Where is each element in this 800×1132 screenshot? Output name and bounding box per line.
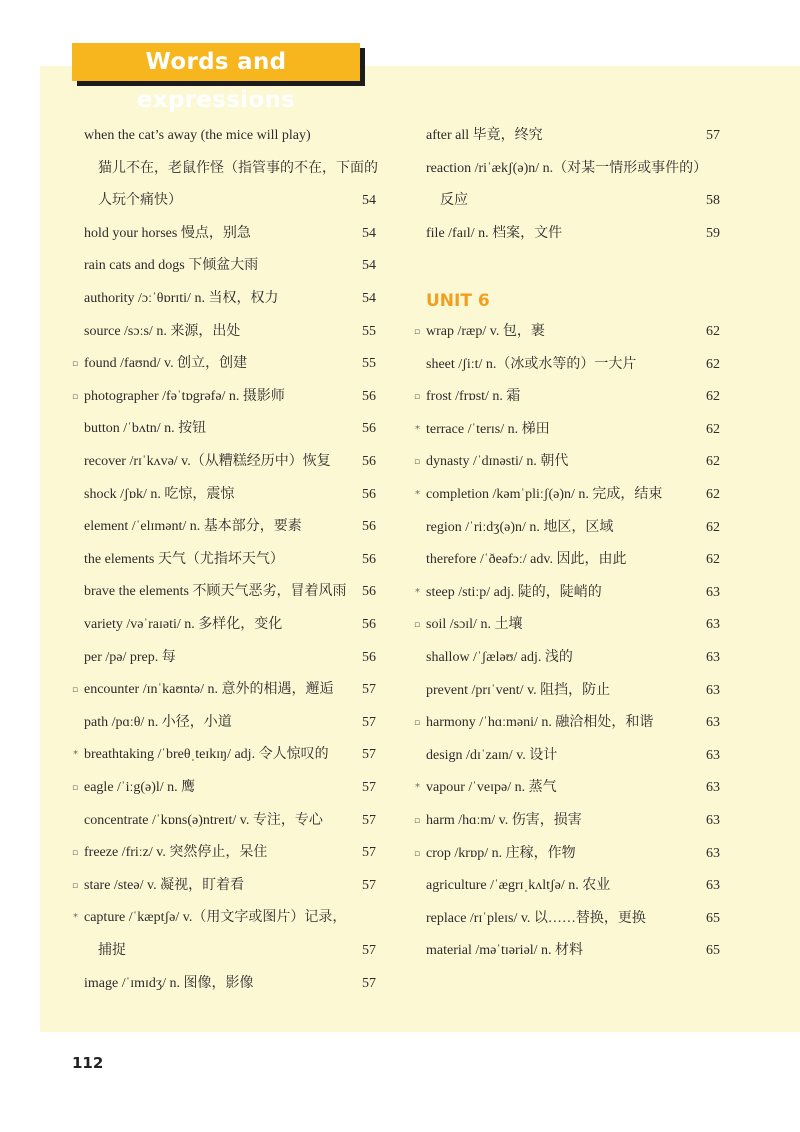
entry-page: 62 xyxy=(706,552,720,568)
entry-text: 捕捉 xyxy=(98,943,126,958)
square-marker-icon: ▫ xyxy=(72,880,79,891)
entry-page: 57 xyxy=(362,747,376,763)
word-entry xyxy=(84,809,376,833)
entry-page: 54 xyxy=(362,258,376,274)
entry-page: 62 xyxy=(706,519,720,535)
entry-text: stare /steə/ v. 凝视，盯着看 xyxy=(84,877,245,893)
entry-page: 57 xyxy=(362,877,376,893)
entry-page: 57 xyxy=(362,812,376,828)
word-entry xyxy=(426,939,720,963)
entry-text: terrace /ˈterɪs/ n. 梯田 xyxy=(426,421,550,437)
entry-page: 55 xyxy=(362,323,376,339)
entry-page: 63 xyxy=(706,780,720,796)
entry-page: 63 xyxy=(706,813,720,828)
square-marker-icon: ▫ xyxy=(414,816,421,826)
word-entry xyxy=(84,417,376,441)
entry-text: image /ˈɪmɪdʒ/ n. 图像，影像 xyxy=(84,975,254,991)
star-marker-icon: * xyxy=(415,423,420,435)
word-entry xyxy=(84,483,376,507)
entry-page: 65 xyxy=(706,943,720,959)
word-entry xyxy=(84,222,376,246)
word-entry xyxy=(426,222,720,246)
entry-text: soil /sɔɪl/ n. 土壤 xyxy=(426,617,523,633)
word-entry xyxy=(72,678,376,702)
word-entry xyxy=(426,157,720,181)
star-marker-icon: * xyxy=(73,749,78,761)
square-marker-icon: ▫ xyxy=(414,620,421,631)
entry-page: 62 xyxy=(706,421,720,437)
word-entry xyxy=(72,385,376,409)
entry-text: source /sɔːs/ n. 来源，出处 xyxy=(84,323,241,339)
entry-text: recover /rɪˈkʌvə/ v.（从糟糕经历中）恢复 xyxy=(84,454,331,469)
entry-text: concentrate /ˈkɒns(ə)ntreɪt/ v. 专注，专心 xyxy=(84,812,323,828)
entry-text: per /pə/ prep. 每 xyxy=(84,649,176,665)
entry-text: hold your horses 慢点，别急 xyxy=(84,225,251,241)
word-entry xyxy=(414,613,720,637)
entry-page: 57 xyxy=(706,128,720,143)
word-entry xyxy=(414,450,720,474)
entry-text: brave the elements 不顾天气恶劣，冒着风雨 xyxy=(84,584,347,600)
square-marker-icon: ▫ xyxy=(72,848,79,859)
word-entry xyxy=(84,515,376,539)
entry-text: wrap /ræp/ v. 包，裹 xyxy=(426,324,545,339)
entry-page: 63 xyxy=(706,747,720,763)
word-entry xyxy=(84,450,376,474)
square-marker-icon: ▫ xyxy=(414,327,421,337)
entry-page: 54 xyxy=(362,193,376,209)
entry-page: 57 xyxy=(362,943,376,958)
entry-text: shock /ʃɒk/ n. 吃惊，震惊 xyxy=(84,486,235,502)
entry-page: 56 xyxy=(362,388,376,404)
square-marker-icon: ▫ xyxy=(414,457,421,468)
entry-text: design /dɪˈzaɪn/ v. 设计 xyxy=(426,747,558,763)
word-entry xyxy=(415,581,720,605)
entry-text: steep /stiːp/ adj. 陡的，陡峭的 xyxy=(426,584,602,600)
entry-page: 55 xyxy=(362,356,376,372)
word-entry xyxy=(84,580,376,604)
page-number: 112 xyxy=(72,1054,104,1072)
entry-text: dynasty /ˈdɪnəsti/ n. 朝代 xyxy=(426,454,569,470)
word-entry xyxy=(84,613,376,637)
entry-text: capture /ˈkæptʃə/ v.（用文字或图片）记录， xyxy=(84,910,347,926)
star-marker-icon: * xyxy=(415,586,420,598)
entry-text: the elements 天气（尤指坏天气） xyxy=(84,551,284,567)
entry-text: harmony /ˈhɑːməni/ n. 融洽相处，和谐 xyxy=(426,715,654,731)
entry-page: 57 xyxy=(362,845,376,861)
entry-page: 62 xyxy=(706,389,720,405)
entry-text: completion /kəmˈpliːʃ(ə)n/ n. 完成，结束 xyxy=(426,487,663,502)
word-entry xyxy=(415,418,720,442)
entry-text: eagle /ˈiːg(ə)l/ n. 鹰 xyxy=(84,780,196,795)
star-marker-icon: * xyxy=(415,782,420,794)
entry-text: prevent /prɪˈvent/ v. 阻挡，防止 xyxy=(426,682,611,698)
entry-page: 63 xyxy=(706,845,720,861)
word-entry xyxy=(84,972,376,996)
word-entry xyxy=(414,809,720,833)
entry-page: 56 xyxy=(362,649,376,665)
entry-text: breathtaking /ˈbreθˌteɪkɪŋ/ adj. 令人惊叹的 xyxy=(84,747,329,763)
word-entry xyxy=(72,874,376,898)
entry-text: photographer /fəˈtɒgrəfə/ n. 摄影师 xyxy=(84,388,285,404)
entry-page: 56 xyxy=(362,519,376,535)
square-marker-icon: ▫ xyxy=(72,359,79,370)
entry-page: 56 xyxy=(362,454,376,469)
entry-page: 57 xyxy=(362,975,376,991)
entry-page: 54 xyxy=(362,291,376,306)
word-entry xyxy=(426,353,720,377)
word-entry xyxy=(414,711,720,735)
unit-heading: UNIT 6 xyxy=(426,291,490,311)
entry-page: 65 xyxy=(706,910,720,926)
section-title: Words and expressions xyxy=(72,43,360,81)
entry-text: path /pɑːθ/ n. 小径，小道 xyxy=(84,714,232,730)
entry-page: 62 xyxy=(706,324,720,339)
entry-text: variety /vəˈraɪəti/ n. 多样化，变化 xyxy=(84,617,283,632)
entry-page: 56 xyxy=(362,584,376,600)
word-entry xyxy=(84,711,376,735)
entry-page: 58 xyxy=(706,193,720,209)
word-entry xyxy=(72,352,376,376)
word-entry xyxy=(426,874,720,898)
word-entry xyxy=(426,646,720,670)
word-entry xyxy=(426,548,720,572)
entry-text: sheet /ʃiːt/ n.（冰或水等的）一大片 xyxy=(426,356,637,372)
word-entry xyxy=(84,254,376,278)
entry-text: element /ˈelɪmənt/ n. 基本部分，要素 xyxy=(84,519,302,535)
word-entry xyxy=(426,516,720,540)
entry-text: rain cats and dogs 下倾盆大雨 xyxy=(84,258,259,274)
entry-page: 56 xyxy=(362,617,376,632)
word-entry xyxy=(84,646,376,670)
entry-text: therefore /ˈðeəfɔː/ adv. 因此，由此 xyxy=(426,552,627,568)
word-entry xyxy=(84,548,376,572)
entry-page: 63 xyxy=(706,617,720,633)
entry-text: harm /hɑːm/ v. 伤害，损害 xyxy=(426,813,582,828)
square-marker-icon: ▫ xyxy=(414,392,421,403)
entry-text: encounter /ɪnˈkaʊntə/ n. 意外的相遇，邂逅 xyxy=(84,682,334,698)
entry-text: agriculture /ˈægrɪˌkʌltʃə/ n. 农业 xyxy=(426,878,611,894)
entry-text: shallow /ˈʃæləʊ/ adj. 浅的 xyxy=(426,650,573,665)
square-marker-icon: ▫ xyxy=(72,685,79,696)
square-marker-icon: ▫ xyxy=(414,718,421,729)
word-entry xyxy=(426,907,720,931)
entry-text: when the cat’s away (the mice will play) xyxy=(84,128,311,143)
entry-page: 57 xyxy=(362,714,376,730)
entry-text: 人玩个痛快） xyxy=(98,193,182,209)
word-entry xyxy=(72,776,376,800)
word-entry xyxy=(72,841,376,865)
entry-text: replace /rɪˈpleɪs/ v. 以……替换，更换 xyxy=(426,910,646,926)
square-marker-icon: ▫ xyxy=(414,848,421,859)
entry-text: file /faɪl/ n. 档案，文件 xyxy=(426,225,563,241)
star-marker-icon: * xyxy=(73,912,78,924)
entry-text: after all 毕竟，终究 xyxy=(426,128,543,143)
entry-page: 63 xyxy=(706,878,720,894)
star-marker-icon: * xyxy=(415,489,420,500)
word-entry xyxy=(73,906,376,930)
square-marker-icon: ▫ xyxy=(72,783,79,793)
entry-page: 56 xyxy=(362,551,376,567)
word-entry xyxy=(84,320,376,344)
entry-text: material /məˈtɪəriəl/ n. 材料 xyxy=(426,943,584,959)
entry-text: found /faʊnd/ v. 创立，创建 xyxy=(84,356,248,372)
entry-continuation xyxy=(440,189,720,213)
entry-continuation xyxy=(98,157,376,181)
word-entry xyxy=(426,679,720,703)
entry-page: 63 xyxy=(706,682,720,698)
entry-text: button /ˈbʌtn/ n. 按钮 xyxy=(84,421,207,437)
entry-page: 57 xyxy=(362,682,376,698)
entry-text: frost /frɒst/ n. 霜 xyxy=(426,389,521,405)
entry-page: 59 xyxy=(706,225,720,241)
entry-page: 62 xyxy=(706,487,720,502)
word-entry xyxy=(415,776,720,800)
entry-text: authority /ɔːˈθɒrɪti/ n. 当权，权力 xyxy=(84,291,279,306)
word-entry xyxy=(414,320,720,344)
word-entry xyxy=(426,744,720,768)
entry-page: 63 xyxy=(706,715,720,731)
word-entry xyxy=(414,842,720,866)
entry-text: freeze /friːz/ v. 突然停止，呆住 xyxy=(84,845,268,861)
entry-text: reaction /riˈækʃ(ə)n/ n.（对某一情形或事件的） xyxy=(426,160,708,176)
entry-text: 猫儿不在，老鼠作怪（指管事的不在，下面的 xyxy=(98,160,378,176)
word-entry xyxy=(73,743,376,767)
entry-page: 63 xyxy=(706,650,720,665)
word-entry xyxy=(84,124,376,148)
entry-page: 54 xyxy=(362,225,376,241)
entry-text: 反应 xyxy=(440,193,468,209)
square-marker-icon: ▫ xyxy=(72,391,79,402)
entry-page: 62 xyxy=(706,454,720,470)
entry-page: 63 xyxy=(706,584,720,600)
word-entry xyxy=(415,483,720,507)
entry-page: 56 xyxy=(362,486,376,502)
word-entry xyxy=(84,287,376,311)
entry-continuation xyxy=(98,939,376,963)
entry-continuation xyxy=(98,189,376,213)
word-entry xyxy=(426,124,720,148)
entry-text: region /ˈriːdʒ(ə)n/ n. 地区，区域 xyxy=(426,519,614,535)
entry-page: 56 xyxy=(362,421,376,437)
entry-page: 57 xyxy=(362,780,376,795)
entry-text: vapour /ˈveɪpə/ n. 蒸气 xyxy=(426,780,557,796)
entry-page: 62 xyxy=(706,356,720,372)
word-entry xyxy=(414,385,720,409)
entry-text: crop /krɒp/ n. 庄稼，作物 xyxy=(426,845,576,861)
